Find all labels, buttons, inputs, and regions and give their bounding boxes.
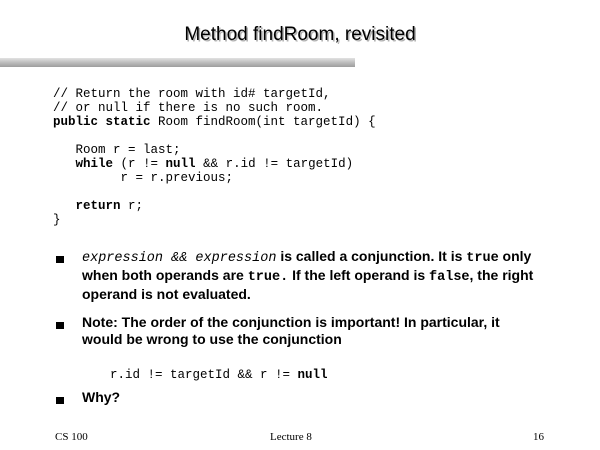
bullet-text-3: Why? bbox=[82, 389, 121, 405]
footer-lecture: Lecture 8 bbox=[270, 431, 312, 443]
code-keyword-public-static: public static bbox=[53, 115, 151, 129]
bullet-marker-1 bbox=[56, 256, 64, 263]
conjunction-code-text: r.id != targetId && r != bbox=[110, 368, 298, 382]
code-line-2: // or null if there is no such room. bbox=[53, 101, 324, 115]
code-line-10: } bbox=[53, 213, 61, 227]
code-line-6b: && r.id != targetId) bbox=[195, 157, 354, 171]
code-line-6a: (r != bbox=[113, 157, 166, 171]
bullet-1-t3: If the left operand is bbox=[288, 267, 430, 283]
code-block bbox=[53, 87, 376, 227]
bullet-1-true1: true bbox=[466, 251, 499, 266]
bullet-text-1 bbox=[82, 248, 562, 303]
conjunction-code bbox=[110, 368, 328, 382]
code-line-9: r; bbox=[120, 199, 144, 213]
title-underline-bar bbox=[0, 58, 355, 67]
bullet-1-t1: is called a conjunction. It is bbox=[276, 248, 467, 264]
code-keyword-null: null bbox=[165, 157, 196, 171]
bullet-1-false: false bbox=[429, 270, 470, 285]
bullet-marker-3 bbox=[56, 397, 64, 404]
slide-title: Method findRoom, revisited bbox=[184, 24, 416, 45]
bullet-marker-2 bbox=[56, 322, 64, 329]
footer-course: CS 100 bbox=[55, 431, 88, 443]
code-line-7: r = r.previous; bbox=[53, 171, 234, 185]
code-line-3: Room findRoom(int targetId) { bbox=[150, 115, 376, 129]
bullet-1-true2: true. bbox=[247, 270, 289, 285]
conjunction-code-null: null bbox=[297, 368, 328, 382]
code-line-5: Room r = last; bbox=[53, 143, 181, 157]
code-keyword-return: return bbox=[75, 199, 121, 213]
footer-page-number: 16 bbox=[533, 431, 544, 443]
bullet-text-2: Note: The order of the conjunction is important! In particular, it would be wrong to use the conjunction bbox=[82, 314, 500, 347]
code-keyword-while: while bbox=[75, 157, 114, 171]
bullet-1-t2: only when both operands are bbox=[82, 248, 532, 283]
code-line-1: // Return the room with id# targetId, bbox=[53, 87, 331, 101]
bullet-1-expr: expression && expression bbox=[82, 251, 277, 266]
bullet-1-t4: , the right operand is not evaluated. bbox=[82, 267, 534, 302]
